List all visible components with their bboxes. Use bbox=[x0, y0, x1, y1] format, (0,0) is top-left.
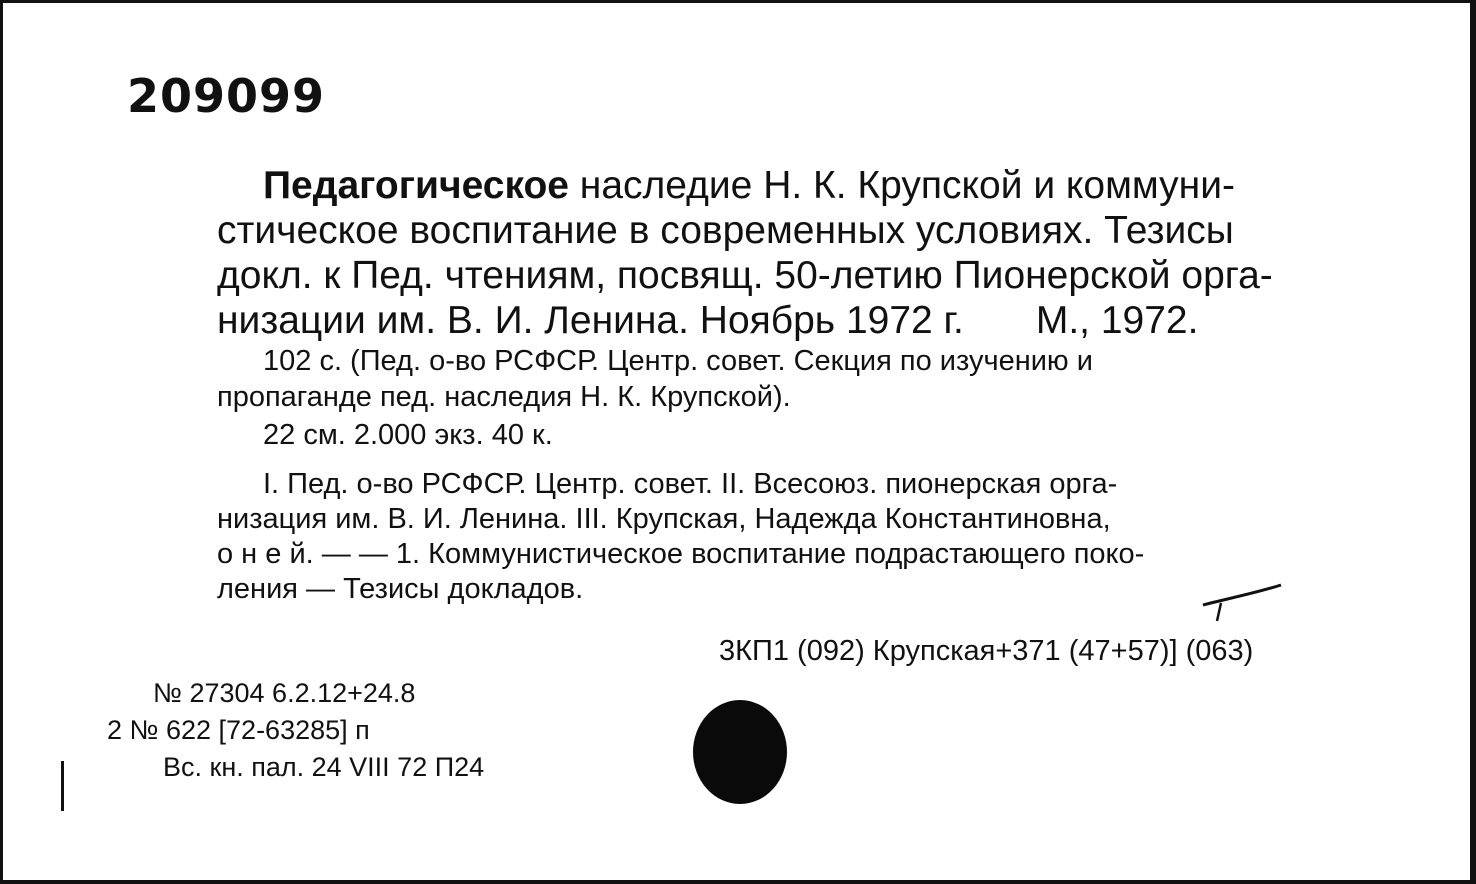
classification-index: 3КП1 (092) Крупская+371 (47+57)] (063) bbox=[719, 635, 1254, 667]
stamp-line-2: 2 № 622 [72-63285] п bbox=[107, 715, 370, 745]
title-line-3: докл. к Пед. чтениям, посвящ. 50-летию Пионерской орга- bbox=[217, 254, 1273, 297]
size-line: 22 см. 2.000 экз. 40 к. bbox=[263, 419, 553, 451]
tracing-line-1: I. Пед. о-во РСФСР. Центр. совет. II. Всесоюз. пионерская орга- bbox=[263, 468, 1118, 500]
imprint: М., 1972. bbox=[1035, 299, 1199, 342]
collation bbox=[217, 343, 1387, 415]
tracing-line-2: низация им. В. И. Ленина. III. Крупская, Надежда Константиновна, bbox=[217, 503, 1111, 535]
title-entry bbox=[217, 163, 1387, 343]
accession-number: 209099 bbox=[127, 69, 326, 123]
title-text: низации им. В. И. Ленина. Ноябрь 1972 г. bbox=[217, 299, 964, 342]
tracing-line-4: ления — Тезисы докладов. bbox=[217, 573, 584, 605]
heading-word: Педагогическое bbox=[263, 164, 569, 207]
stamp-line-1: № 27304 6.2.12+24.8 bbox=[153, 678, 416, 708]
title-text: наследие Н. К. Крупской и коммуни- bbox=[568, 164, 1235, 207]
collation-line-1: 102 с. (Пед. о-во РСФСР. Центр. совет. Секция по изучению и bbox=[263, 345, 1093, 377]
title-line-4 bbox=[217, 298, 1387, 343]
registry-stamp bbox=[107, 675, 484, 786]
title-line-2: стическое воспитание в современных условиях. Тезисы bbox=[217, 209, 1234, 252]
edge-mark bbox=[61, 761, 64, 811]
tracing-line-3: о н е й. — — 1. Коммунистическое воспитание подрастающего поко- bbox=[217, 538, 1145, 570]
title-line-1 bbox=[217, 163, 1387, 208]
size-note bbox=[217, 417, 1387, 453]
stamp-line-3: Вс. кн. пал. 24 VIII 72 П24 bbox=[163, 752, 485, 782]
pencil-mark bbox=[1201, 583, 1283, 623]
collation-line-2: пропаганде пед. наследия Н. К. Крупской). bbox=[217, 381, 791, 413]
punch-hole bbox=[693, 700, 787, 804]
